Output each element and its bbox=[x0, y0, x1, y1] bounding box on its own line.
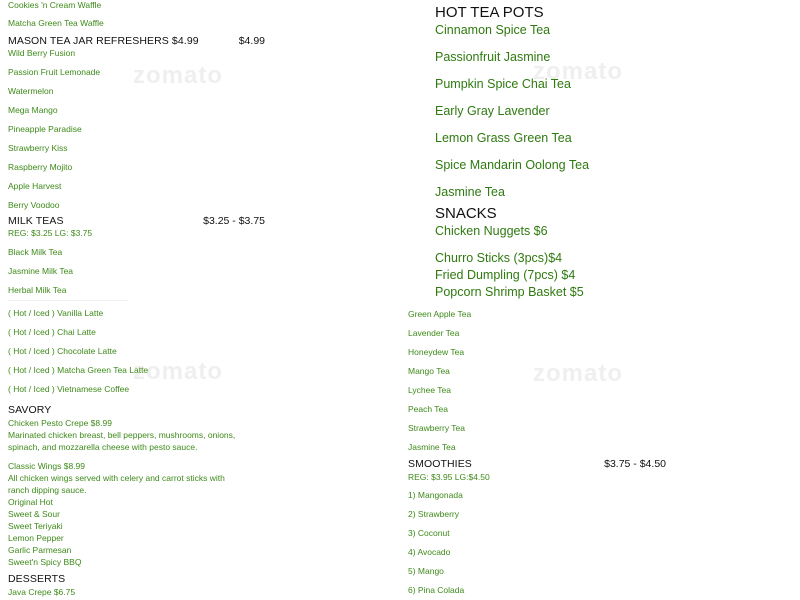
menu-item: Strawberry Tea bbox=[408, 423, 466, 433]
menu-item: Garlic Parmesan bbox=[8, 545, 72, 555]
menu-item: 2) Strawberry bbox=[408, 509, 460, 519]
menu-item: Fried Dumpling (7pcs) $4 bbox=[435, 268, 576, 282]
menu-item: Honeydew Tea bbox=[408, 347, 465, 357]
section-heading-savory: SAVORY bbox=[8, 404, 52, 416]
menu-item: Jasmine Tea bbox=[408, 442, 456, 452]
section-heading-hot-tea: HOT TEA POTS bbox=[435, 4, 544, 21]
divider bbox=[8, 300, 128, 301]
section-heading-mason: MASON TEA JAR REFRESHERS $4.99 bbox=[8, 35, 199, 47]
watermark: zomato bbox=[133, 62, 223, 89]
section-subtitle-mason: Wild Berry Fusion bbox=[8, 48, 76, 58]
section-heading-snacks: SNACKS bbox=[435, 205, 497, 222]
menu-item: Chicken Nuggets $6 bbox=[435, 224, 548, 238]
section-heading-smoothies: SMOOTHIES bbox=[408, 458, 472, 470]
menu-item: Black Milk Tea bbox=[8, 247, 63, 257]
menu-item: Cinnamon Spice Tea bbox=[435, 23, 551, 37]
menu-item: 3) Coconut bbox=[408, 528, 450, 538]
menu-item: ( Hot / Iced ) Chocolate Latte bbox=[8, 346, 117, 356]
menu-item: 4) Avocado bbox=[408, 547, 451, 557]
menu-item: Mango Tea bbox=[408, 366, 450, 376]
section-subtitle-smoothies: REG: $3.95 LG:$4.50 bbox=[408, 472, 490, 482]
item-description: All chicken wings served with celery and carrot sticks with bbox=[8, 473, 225, 483]
menu-item: Popcorn Shrimp Basket $5 bbox=[435, 285, 584, 299]
menu-item: Pumpkin Spice Chai Tea bbox=[435, 77, 571, 91]
menu-item: Pineapple Paradise bbox=[8, 124, 82, 134]
menu-item: Lavender Tea bbox=[408, 328, 460, 338]
watermark: zomato bbox=[533, 360, 623, 387]
menu-item: Green Apple Tea bbox=[408, 309, 472, 319]
menu-item: Herbal Milk Tea bbox=[8, 285, 67, 295]
menu-item: Chicken Pesto Crepe $8.99 bbox=[8, 418, 112, 428]
watermark: zomato bbox=[533, 58, 623, 85]
menu-item: Lychee Tea bbox=[408, 385, 452, 395]
menu-item: Jasmine Milk Tea bbox=[8, 266, 74, 276]
menu-item: Original Hot bbox=[8, 497, 53, 507]
menu-item: Strawberry Kiss bbox=[8, 143, 68, 153]
item-description: ranch dipping sauce. bbox=[8, 485, 87, 495]
menu-item: Berry Voodoo bbox=[8, 200, 60, 210]
menu-item: Sweet & Sour bbox=[8, 509, 60, 519]
menu-item: Sweet'n Spicy BBQ bbox=[8, 557, 82, 567]
section-price-milk: $3.25 - $3.75 bbox=[203, 215, 265, 227]
menu-item: Matcha Green Tea Waffle bbox=[8, 18, 104, 28]
menu-item: Spice Mandarin Oolong Tea bbox=[435, 158, 590, 172]
menu-item: Raspberry Mojito bbox=[8, 162, 73, 172]
menu-item: ( Hot / Iced ) Vietnamese Coffee bbox=[8, 384, 130, 394]
section-heading-milk: MILK TEAS bbox=[8, 215, 64, 227]
menu-item: Apple Harvest bbox=[8, 181, 62, 191]
section-price-mason: $4.99 bbox=[238, 35, 265, 47]
menu-item: Mega Mango bbox=[8, 105, 58, 115]
menu-item: Churro Sticks (3pcs)$4 bbox=[435, 251, 563, 265]
menu-item: ( Hot / Iced ) Chai Latte bbox=[8, 327, 96, 337]
item-description: Marinated chicken breast, bell peppers, mushrooms, onions, bbox=[8, 430, 236, 440]
menu-item: Sweet Teriyaki bbox=[8, 521, 63, 531]
menu-item: Lemon Grass Green Tea bbox=[435, 131, 572, 145]
menu-item: Early Gray Lavender bbox=[435, 104, 550, 118]
menu-item: Java Crepe $6.75 bbox=[8, 587, 76, 597]
section-subtitle-milk: REG: $3.25 LG: $3.75 bbox=[8, 228, 93, 238]
menu-item: Cookies 'n Cream Waffle bbox=[8, 0, 102, 10]
item-description: spinach, and mozzarella cheese with pesto sauce. bbox=[8, 442, 198, 452]
section-heading-desserts: DESSERTS bbox=[8, 573, 66, 585]
menu-item: Classic Wings $8.99 bbox=[8, 461, 86, 471]
menu-item: 1) Mangonada bbox=[408, 490, 463, 500]
section-price-smoothies: $3.75 - $4.50 bbox=[604, 458, 666, 470]
menu-item: 5) Mango bbox=[408, 566, 444, 576]
menu-item: ( Hot / Iced ) Matcha Green Tea Latte bbox=[8, 365, 149, 375]
menu-item: Lemon Pepper bbox=[8, 533, 64, 543]
menu-item: 6) Pina Colada bbox=[408, 585, 465, 595]
watermark: zomato bbox=[133, 358, 223, 385]
menu-item: Peach Tea bbox=[408, 404, 449, 414]
menu-item: Passion Fruit Lemonade bbox=[8, 67, 101, 77]
menu-item: Watermelon bbox=[8, 86, 54, 96]
menu-item: Jasmine Tea bbox=[435, 185, 505, 199]
menu-item: ( Hot / Iced ) Vanilla Latte bbox=[8, 308, 104, 318]
menu-item: Passionfruit Jasmine bbox=[435, 50, 551, 64]
